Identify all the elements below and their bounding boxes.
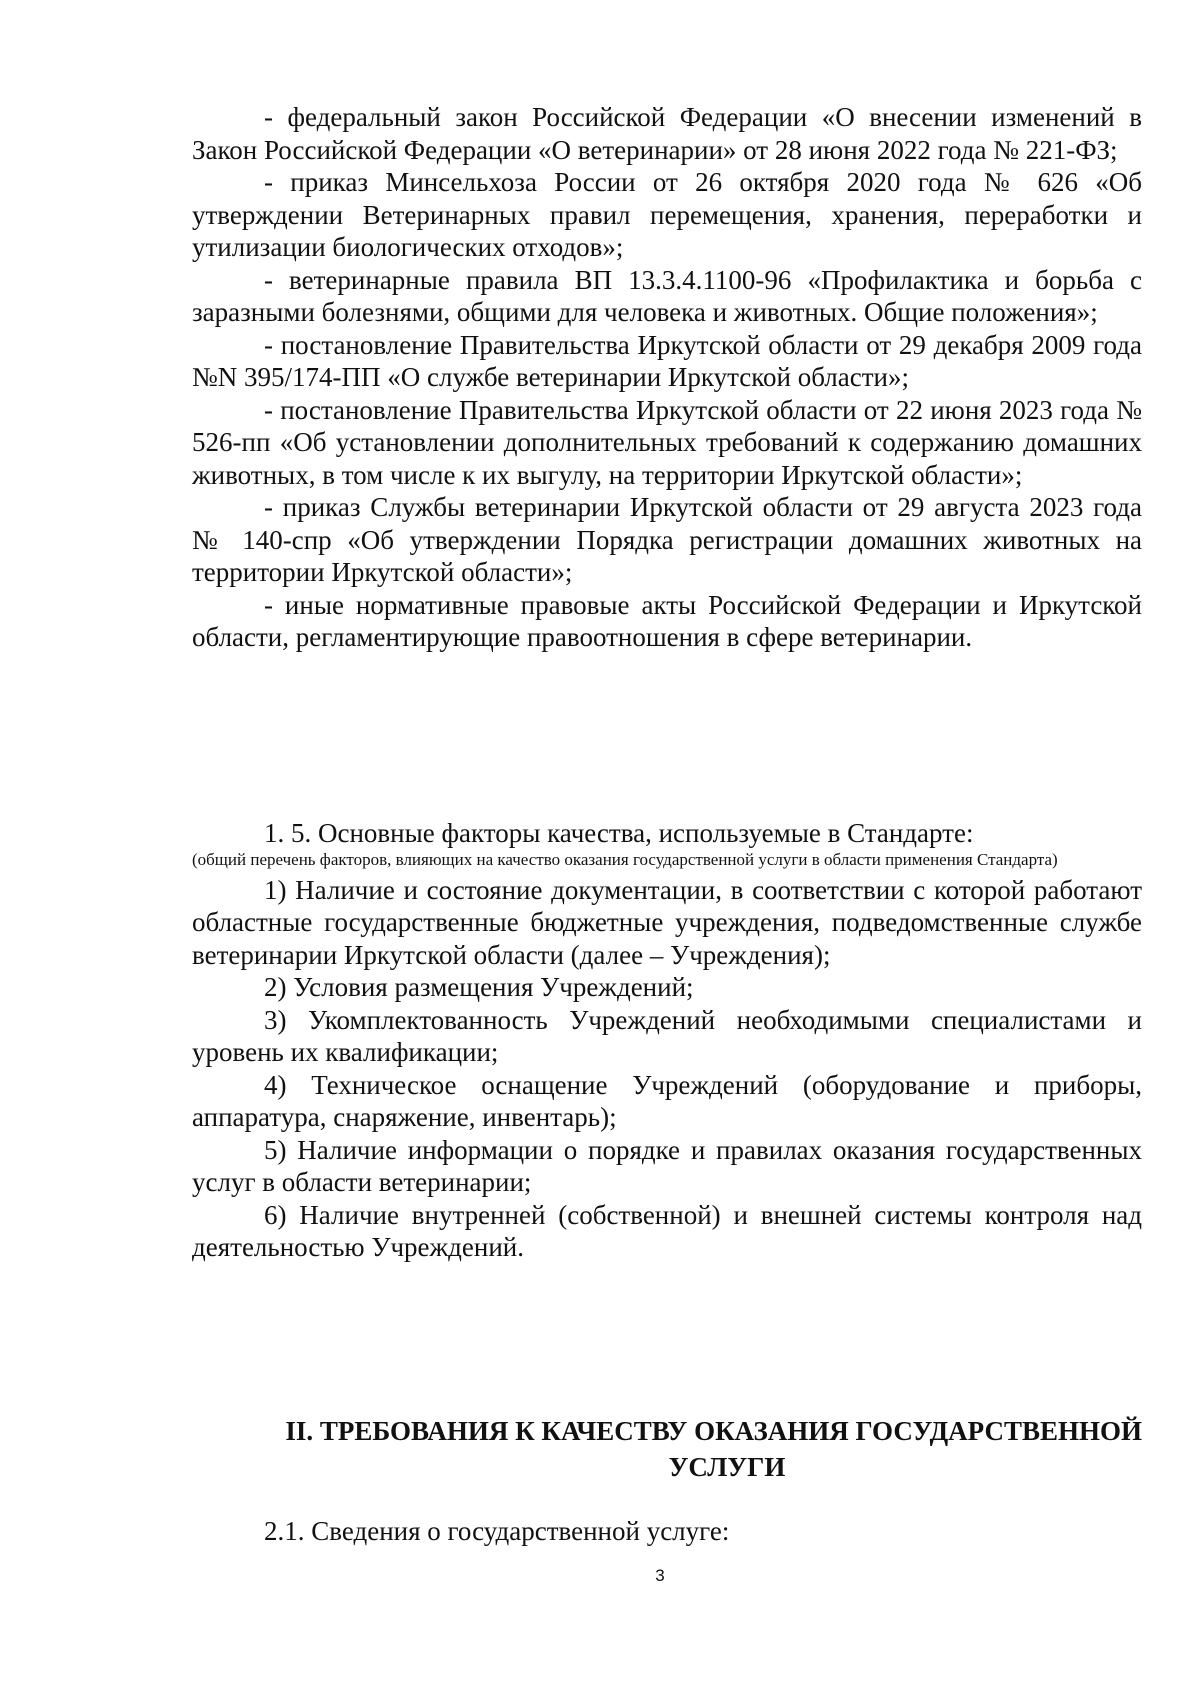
section-2-heading-line-1: II. ТРЕБОВАНИЯ К КАЧЕСТВУ ОКАЗАНИЯ ГОСУДАРСТВЕННОЙ [285, 1416, 1142, 1446]
section-1-5-note: (общий перечень факторов, влияющих на качество оказания государственной услуги в области применения Стандарта) [192, 849, 1058, 869]
legal-basis-item-other-acts: - иные нормативные правовые акты Российской Федерации и Иркутской области, регламентирующие правоотношения в сфере ветеринарии. [192, 589, 1142, 652]
section-1-5-title: 1. 5. Основные факторы качества, используемые в Стандарте: [264, 818, 974, 848]
section-2-heading-line-2: УСЛУГИ [668, 1452, 786, 1482]
subsection-2-1-title: 2.1. Сведения о государственной услуге: [264, 1516, 730, 1546]
legal-basis-item-vet-service-order: - приказ Службы ветеринарии Иркутской области от 29 августа 2023 года № 140-спр «Об утверждении Порядка регистрации домашних животных на территории Иркутской области»; [192, 492, 1142, 587]
quality-factor-item: 5) Наличие информации о порядке и правилах оказания государственных услуг в области ветеринарии; [192, 1134, 1142, 1197]
quality-factors-section [192, 817, 1142, 1264]
legal-basis-list [192, 101, 1142, 654]
legal-basis-item-minselkhoz-order: - приказ Минсельхоза России от 26 октября 2020 года № 626 «Об утверждении Ветеринарных правил перемещения, хранения, переработки и утилизации биологических отходов»; [192, 167, 1142, 262]
page-number: 3 [655, 1566, 665, 1585]
legal-basis-item-resolution-2009: - постановление Правительства Иркутской области от 29 декабря 2009 года №N 395/174-ПП «О службе ветеринарии Иркутской области»; [192, 329, 1142, 392]
quality-factor-item: 1) Наличие и состояние документации, в соответствии с которой работают областные государственные бюджетные учреждения, подведомственные службе ветеринарии Иркутской области (далее – Учреждения); [192, 874, 1142, 970]
quality-factor-item: 4) Техническое оснащение Учреждений (оборудование и приборы, аппаратура, снаряжение, инвентарь); [192, 1069, 1142, 1132]
legal-basis-item-federal-law: - федеральный закон Российской Федерации «О внесении изменений в Закон Российской Федерации «О ветеринарии» от 28 июня 2022 года № 221-ФЗ; [192, 102, 1142, 165]
legal-basis-item-vet-rules: - ветеринарные правила ВП 13.3.4.1100-96 «Профилактика и борьба с заразными болезнями, общими для человека и животных. Общие положения»; [192, 264, 1142, 327]
quality-factor-item: 3) Укомплектованность Учреждений необходимыми специалистами и уровень их квалификации; [192, 1004, 1142, 1067]
legal-basis-item-resolution-2023: - постановление Правительства Иркутской области от 22 июня 2023 года № 526-пп «Об установлении дополнительных требований к содержанию домашних животных, в том числе к их выгулу, на территории Иркутской области»; [192, 394, 1142, 490]
section-2-heading [192, 1413, 1142, 1485]
quality-factor-item: 6) Наличие внутренней (собственной) и внешней системы контроля над деятельностью Учреждений. [192, 1199, 1142, 1262]
quality-factor-item: 2) Условия размещения Учреждений; [264, 972, 694, 1002]
